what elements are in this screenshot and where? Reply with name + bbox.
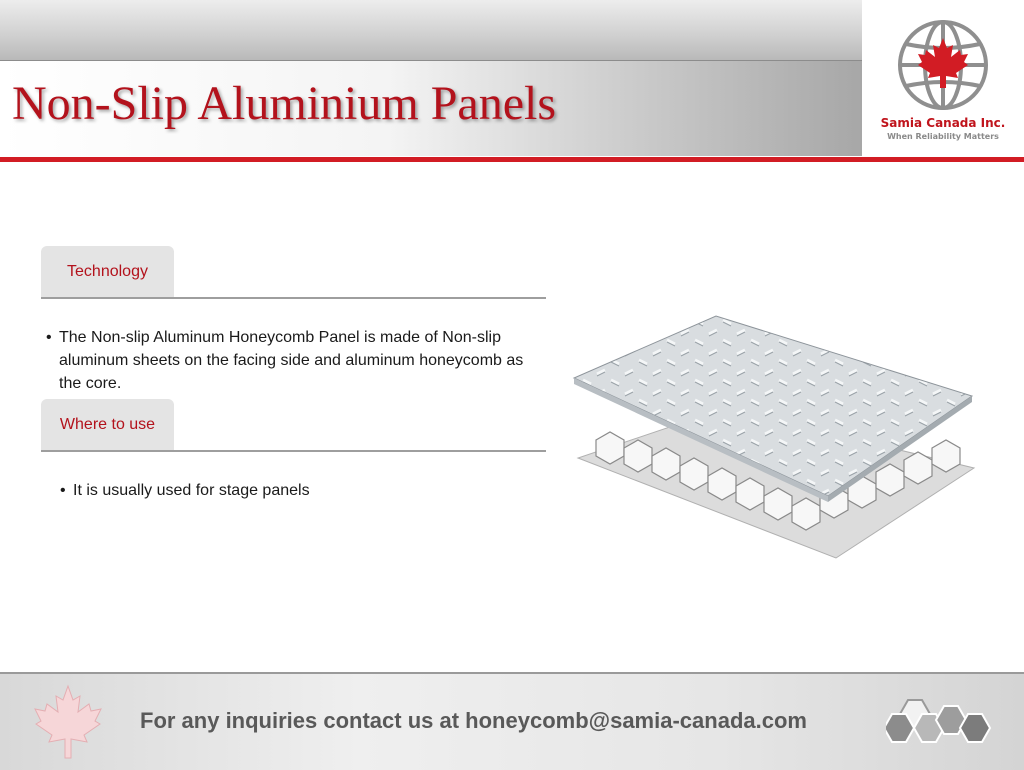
list-item bbox=[60, 479, 540, 502]
technology-bullet-text: The Non-slip Aluminum Honeycomb Panel is made of Non-slip aluminum sheets on the facing side and aluminum honeycomb as the core. bbox=[59, 329, 524, 392]
bullet-marker: • bbox=[46, 329, 52, 346]
tab-technology-underline bbox=[41, 297, 546, 299]
globe-maple-leaf-icon bbox=[862, 0, 1024, 116]
tab-where-to-use-label: Where to use bbox=[59, 416, 156, 433]
footer-contact-text: For any inquiries contact us at honeycomb@samia-canada.com bbox=[140, 708, 807, 733]
technology-bullet-list bbox=[46, 326, 541, 395]
where-to-use-bullet-text: It is usually used for stage panels bbox=[73, 482, 310, 499]
logo-tagline: When Reliability Matters bbox=[887, 132, 999, 141]
header-divider bbox=[0, 157, 1024, 162]
tab-where-to-use-underline bbox=[41, 450, 546, 452]
list-item bbox=[46, 326, 541, 395]
tab-where-to-use bbox=[41, 399, 174, 451]
where-to-use-bullet-list bbox=[60, 479, 540, 502]
header-top-bar bbox=[0, 0, 862, 61]
hexagon-cluster-icon bbox=[886, 690, 1006, 750]
maple-leaf-icon bbox=[28, 682, 108, 762]
company-logo bbox=[862, 0, 1024, 156]
logo-company-name: Samia Canada Inc. bbox=[880, 116, 1006, 130]
honeycomb-panel-image bbox=[566, 308, 986, 568]
page-title: Non-Slip Aluminium Panels bbox=[12, 77, 557, 130]
bullet-marker: • bbox=[60, 482, 66, 499]
tab-technology bbox=[41, 246, 174, 298]
tab-technology-label: Technology bbox=[67, 263, 148, 280]
